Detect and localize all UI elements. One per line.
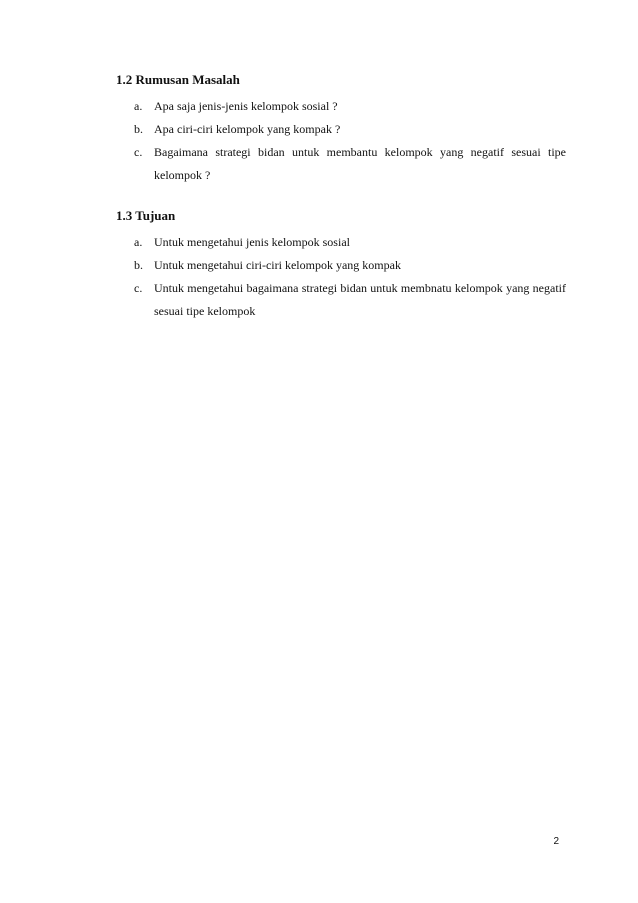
list-item: [116, 141, 566, 187]
section-rumusan-masalah: [116, 70, 566, 187]
section-tujuan: [116, 206, 566, 323]
list-item: [116, 231, 566, 254]
list-item-text: Untuk mengetahui jenis kelompok sosial: [154, 235, 350, 249]
tujuan-list: [116, 231, 566, 323]
list-item-text: Untuk mengetahui ciri-ciri kelompok yang kompak: [154, 258, 401, 272]
list-item: [116, 277, 566, 323]
list-marker: b.: [134, 122, 143, 136]
list-marker: a.: [134, 99, 143, 113]
section-heading: 1.2 Rumusan Masalah: [116, 72, 240, 87]
list-item-text: Apa saja jenis-jenis kelompok sosial ?: [154, 99, 338, 113]
list-marker: c.: [134, 145, 143, 159]
list-item-text: Apa ciri-ciri kelompok yang kompak ?: [154, 122, 341, 136]
list-marker: a.: [134, 235, 143, 249]
list-marker: b.: [134, 258, 143, 272]
rumusan-list: [116, 95, 566, 187]
list-item: [116, 118, 566, 141]
list-item-text: Untuk mengetahui bagaimana strategi bidan untuk membnatu kelompok yang negatif sesuai tipe kelompok: [154, 281, 566, 318]
list-marker: c.: [134, 281, 143, 295]
list-item: [116, 95, 566, 118]
page-number: 2: [553, 836, 559, 847]
section-heading: 1.3 Tujuan: [116, 208, 176, 223]
list-item: [116, 254, 566, 277]
list-item-text: Bagaimana strategi bidan untuk membantu kelompok yang negatif sesuai tipe kelompok ?: [154, 145, 566, 182]
